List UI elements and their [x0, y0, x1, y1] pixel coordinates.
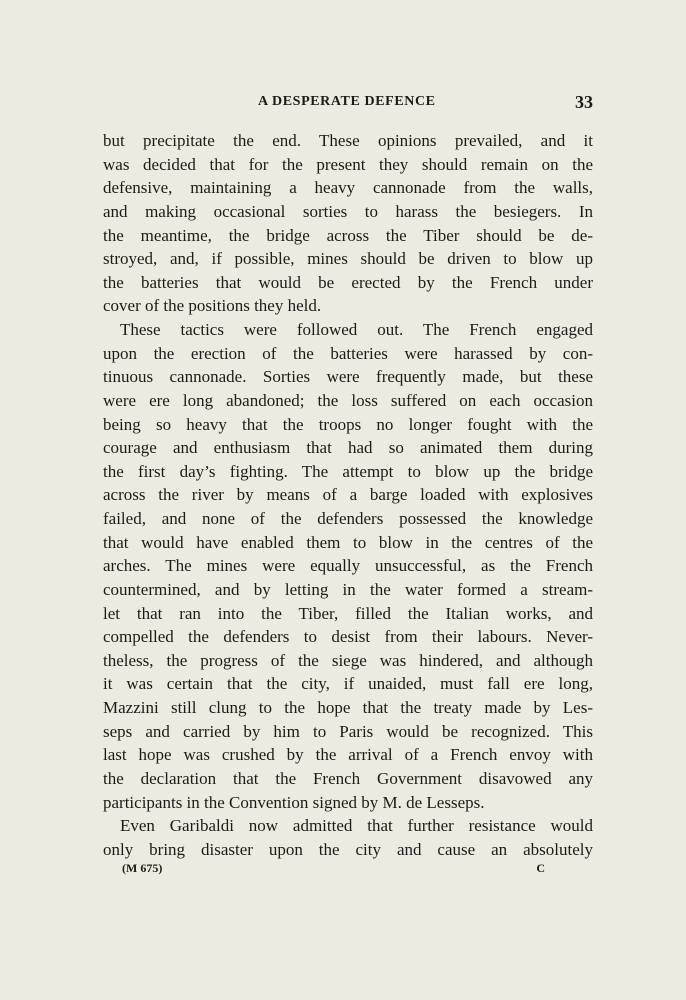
text-line: stroyed, and, if possible, mines should be driven to blow up: [103, 249, 593, 269]
signature-mark: (M 675): [122, 861, 163, 875]
text-line: upon the erection of the batteries were harassed by con-: [103, 343, 593, 363]
text-line: courage and enthusiasm that had so animated them during: [103, 438, 593, 458]
text-line: it was certain that the city, if unaided, must fall ere long,: [103, 674, 593, 694]
text-line: the declaration that the French Government disavowed any: [103, 768, 593, 788]
text-line: tinuous cannonade. Sorties were frequently made, but these: [103, 367, 593, 387]
text-line: the batteries that would be erected by the French under: [103, 272, 593, 292]
page-number: 33: [575, 92, 593, 112]
text-line: defensive, maintaining a heavy cannonade from the walls,: [103, 178, 593, 198]
paragraph-first-line: These tactics were followed out. The French engaged: [120, 320, 593, 339]
text-line: were ere long abandoned; the loss suffered on each occasion: [103, 390, 593, 410]
body-text: [103, 129, 593, 861]
text-line: compelled the defenders to desist from their labours. Never-: [103, 627, 593, 647]
text-line: but precipitate the end. These opinions prevailed, and it: [103, 131, 593, 150]
text-line: that would have enabled them to blow in the centres of the: [103, 532, 593, 552]
text-line: being so heavy that the troops no longer fought with the: [103, 414, 593, 434]
text-line: countermined, and by letting in the water formed a stream-: [103, 579, 593, 599]
running-title: A DESPERATE DEFENCE: [258, 94, 436, 109]
text-line: the first day’s fighting. The attempt to blow up the bridge: [103, 461, 593, 481]
text-line: and making occasional sorties to harass the besiegers. In: [103, 201, 593, 221]
signature-letter: C: [536, 861, 545, 875]
paragraph-first-line: Even Garibaldi now admitted that further resistance would: [120, 816, 593, 836]
paragraph-last-line: participants in the Convention signed by M. de Lesseps.: [103, 792, 485, 812]
text-line: arches. The mines were equally unsuccessful, as the French: [103, 556, 593, 576]
text-line: the meantime, the bridge across the Tiber should be de-: [103, 225, 593, 245]
text-line: only bring disaster upon the city and cause an absolutely: [103, 839, 593, 859]
running-head: [103, 92, 593, 114]
paragraph-last-line: cover of the positions they held.: [103, 296, 322, 316]
text-line: last hope was crushed by the arrival of a French envoy with: [103, 745, 593, 765]
text-line: seps and carried by him to Paris would be recognized. This: [103, 721, 593, 741]
text-line: across the river by means of a barge loaded with explosives: [103, 485, 593, 505]
text-line: failed, and none of the defenders possessed the knowledge: [103, 509, 593, 528]
text-line: theless, the progress of the siege was hindered, and although: [103, 650, 593, 670]
text-line: was decided that for the present they should remain on the: [103, 154, 593, 174]
text-line: let that ran into the Tiber, filled the Italian works, and: [103, 603, 593, 623]
text-line: Mazzini still clung to the hope that the treaty made by Les-: [103, 698, 593, 717]
signature-footer: [122, 861, 545, 879]
